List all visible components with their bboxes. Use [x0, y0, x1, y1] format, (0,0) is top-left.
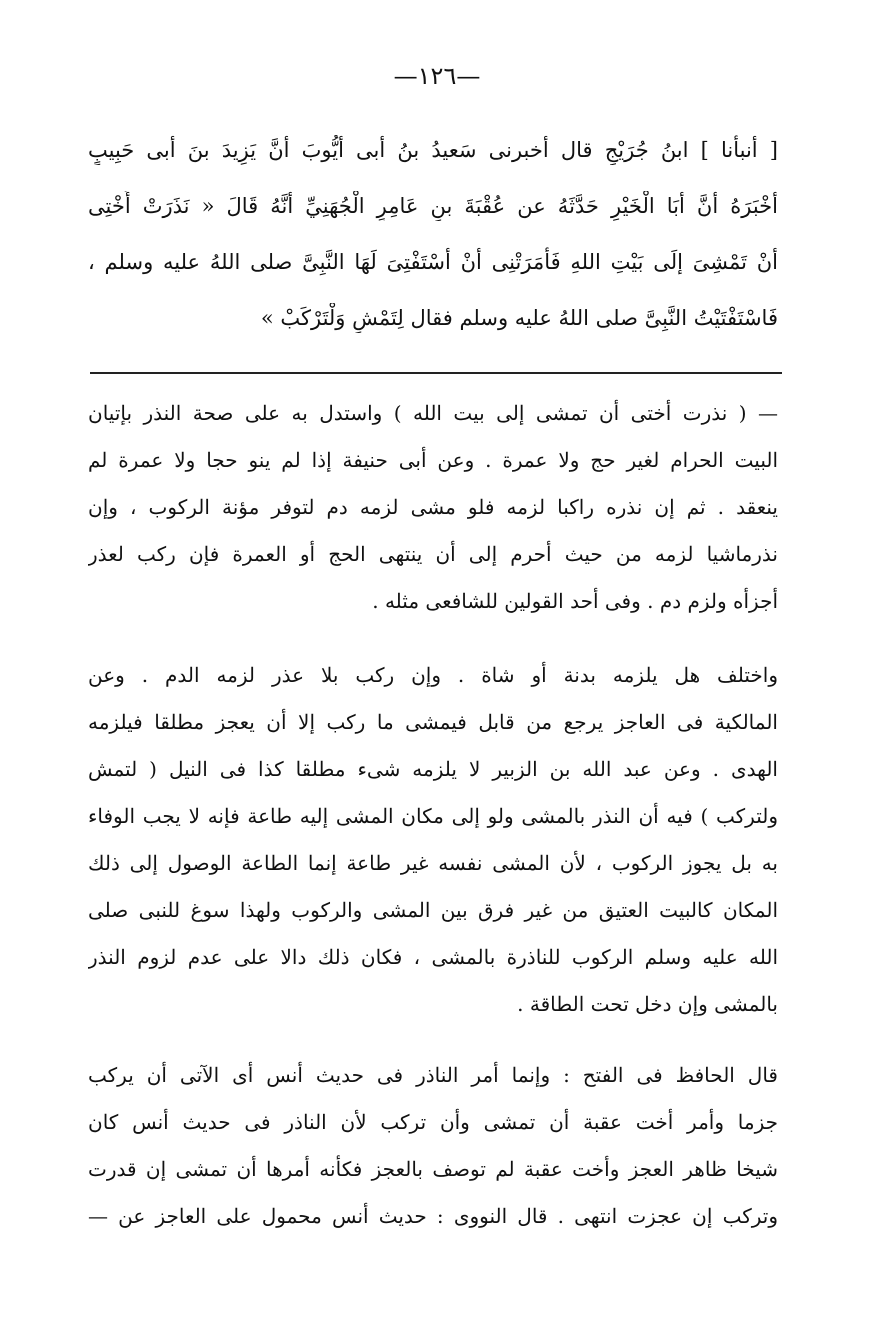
- commentary-line: جزما وأمر أخت عقبة أن تمشى وأن تركب لأن الناذر فى حديث أنس كان: [88, 1110, 778, 1134]
- hadith-line: [ أنبأنا ] ابنُ جُرَيْجٍ قال أخبرنى سَعيدُ بنُ أبى أيُّوبَ أنَّ يَزِيدَ بنَ أبى حَبِيبٍ: [88, 138, 778, 162]
- hadith-text: [88, 135, 778, 345]
- commentary-line: واختلف هل يلزمه بدنة أو شاة . وإن ركب بلا عذر لزمه الدم . وعن: [88, 663, 778, 687]
- commentary-line: الله عليه وسلم الركوب للناذرة بالمشى ، فكان ذلك دالا على عدم لزوم النذر: [88, 945, 778, 969]
- commentary-line: به بل يجوز الركوب ، لأن المشى نفسه غير طاعة إنما الطاعة الوصول إلى ذلك: [88, 851, 778, 875]
- hadith-line: أخْبَرَهُ أنَّ أبَا الْخَيْرِ حَدَّثَهُ عن عُقْبَةَ بنِ عَامِرٍ الْجُهَنِيِّ أنَّهُ قَالَ « نَذَرَتْ أُخْتِى: [88, 194, 778, 218]
- commentary-line: وتركب إن عجزت انتهى . قال النووى : حديث أنس محمول على العاجز عن —: [88, 1204, 778, 1228]
- commentary-line: ينعقد . ثم إن نذره راكبا لزمه فلو مشى لزمه دم لتوفر مؤنة الركوب ، وإن: [88, 495, 778, 519]
- commentary-line: بالمشى وإن دخل تحت الطاقة .: [517, 992, 778, 1016]
- commentary-line: المالكية فى العاجز يرجع من قابل فيمشى ما ركب إلا أن يعجز مطلقا فيلزمه: [88, 710, 778, 734]
- commentary-paragraph-1: [88, 398, 778, 638]
- commentary-line: أجزأه ولزم دم . وفى أحد القولين للشافعى مثله .: [372, 589, 778, 613]
- hadith-line: أنْ تَمْشِىَ إلَى بَيْتِ اللهِ فَأمَرَتْنِى أنْ أسْتَفْتِىَ لَهَا النَّبِىَّ صلى اللهُ عليه وسلم ،: [88, 250, 778, 274]
- commentary-line: المكان كالبيت العتيق من غير فرق بين المشى والركوب ولهذا سوغ للنبى صلى: [88, 898, 778, 922]
- commentary-line: الهدى . وعن عبد الله بن الزبير لا يلزمه شىء مطلقا كذا فى النيل ( لتمش: [88, 757, 778, 781]
- hadith-line: فَاسْتَفْتَيْتُ النَّبِىَّ صلى اللهُ عليه وسلم فقال لِتَمْشِ وَلْتَرْكَبْ »: [260, 306, 778, 330]
- commentary-line: — ( نذرت أختى أن تمشى إلى بيت الله ) واستدل به على صحة النذر بإتيان: [88, 401, 778, 425]
- commentary-line: نذرماشيا لزمه من حيث أحرم إلى أن ينتهى الحج أو العمرة فإن ركب لعذر: [88, 542, 778, 566]
- page-number: —١٢٦—: [393, 62, 481, 90]
- commentary-line: شيخا ظاهر العجز وأخت عقبة لم توصف بالعجز فكأنه أمرها أن تمشى إن قدرت: [88, 1157, 778, 1181]
- commentary-line: قال الحافظ فى الفتح : وإنما أمر الناذر فى حديث أنس أى الآتى أن يركب: [88, 1063, 778, 1087]
- section-divider: [90, 372, 782, 374]
- commentary-line: البيت الحرام لغير حج ولا عمرة . وعن أبى حنيفة إذا لم ينو حجا ولا عمرة لم: [88, 448, 778, 472]
- commentary-paragraph-2: [88, 660, 778, 1045]
- commentary-paragraph-3: [88, 1060, 778, 1260]
- commentary-line: ولتركب ) فيه أن النذر بالمشى ولو إلى مكان المشى إليه طاعة فإنه لا يجب الوفاء: [88, 804, 778, 828]
